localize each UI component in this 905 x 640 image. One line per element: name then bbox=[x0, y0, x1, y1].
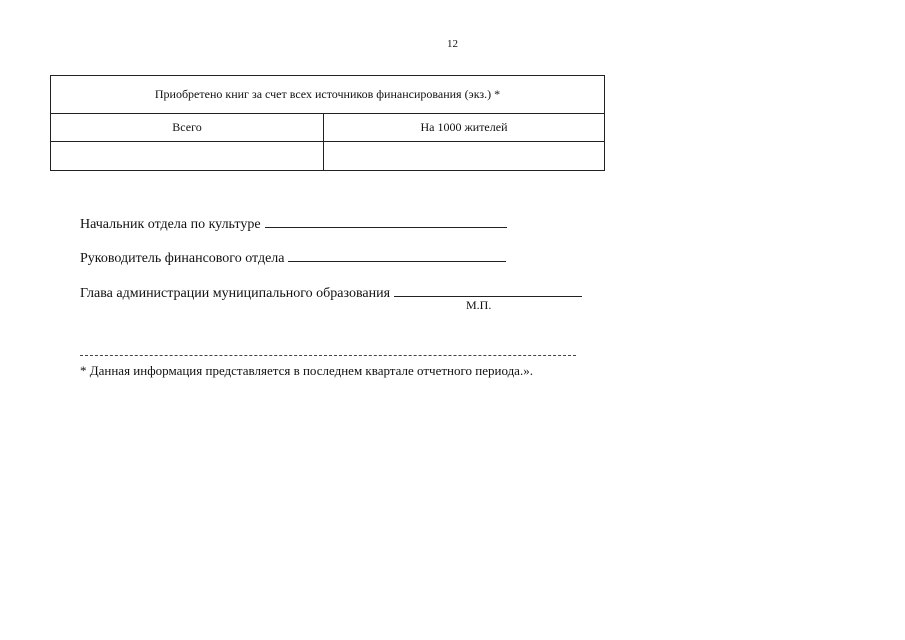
signature-label: Начальник отдела по культуре bbox=[80, 217, 261, 232]
page-number: 12 bbox=[447, 38, 458, 50]
value-total bbox=[51, 142, 324, 171]
column-total: Всего bbox=[51, 114, 324, 142]
signature-finance-head bbox=[80, 247, 506, 267]
footnote-divider bbox=[80, 355, 576, 356]
value-per-1000 bbox=[324, 142, 605, 171]
footnote: * Данная информация представляется в последнем квартале отчетного периода.». bbox=[80, 363, 533, 378]
signature-label: Глава администрации муниципального образования bbox=[80, 286, 391, 301]
signature-blank-line bbox=[394, 282, 582, 297]
signature-label: Руководитель финансового отдела bbox=[80, 251, 285, 266]
signature-blank-line bbox=[265, 213, 507, 228]
signature-culture-head bbox=[80, 213, 507, 233]
signature-administration-head bbox=[80, 282, 582, 302]
table-header: Приобретено книг за счет всех источников финансирования (экз.) * bbox=[51, 76, 605, 114]
signature-blank-line bbox=[288, 247, 506, 262]
stamp-place-label: М.П. bbox=[466, 298, 492, 312]
books-acquired-table bbox=[50, 75, 605, 171]
column-per-1000: На 1000 жителей bbox=[324, 114, 605, 142]
